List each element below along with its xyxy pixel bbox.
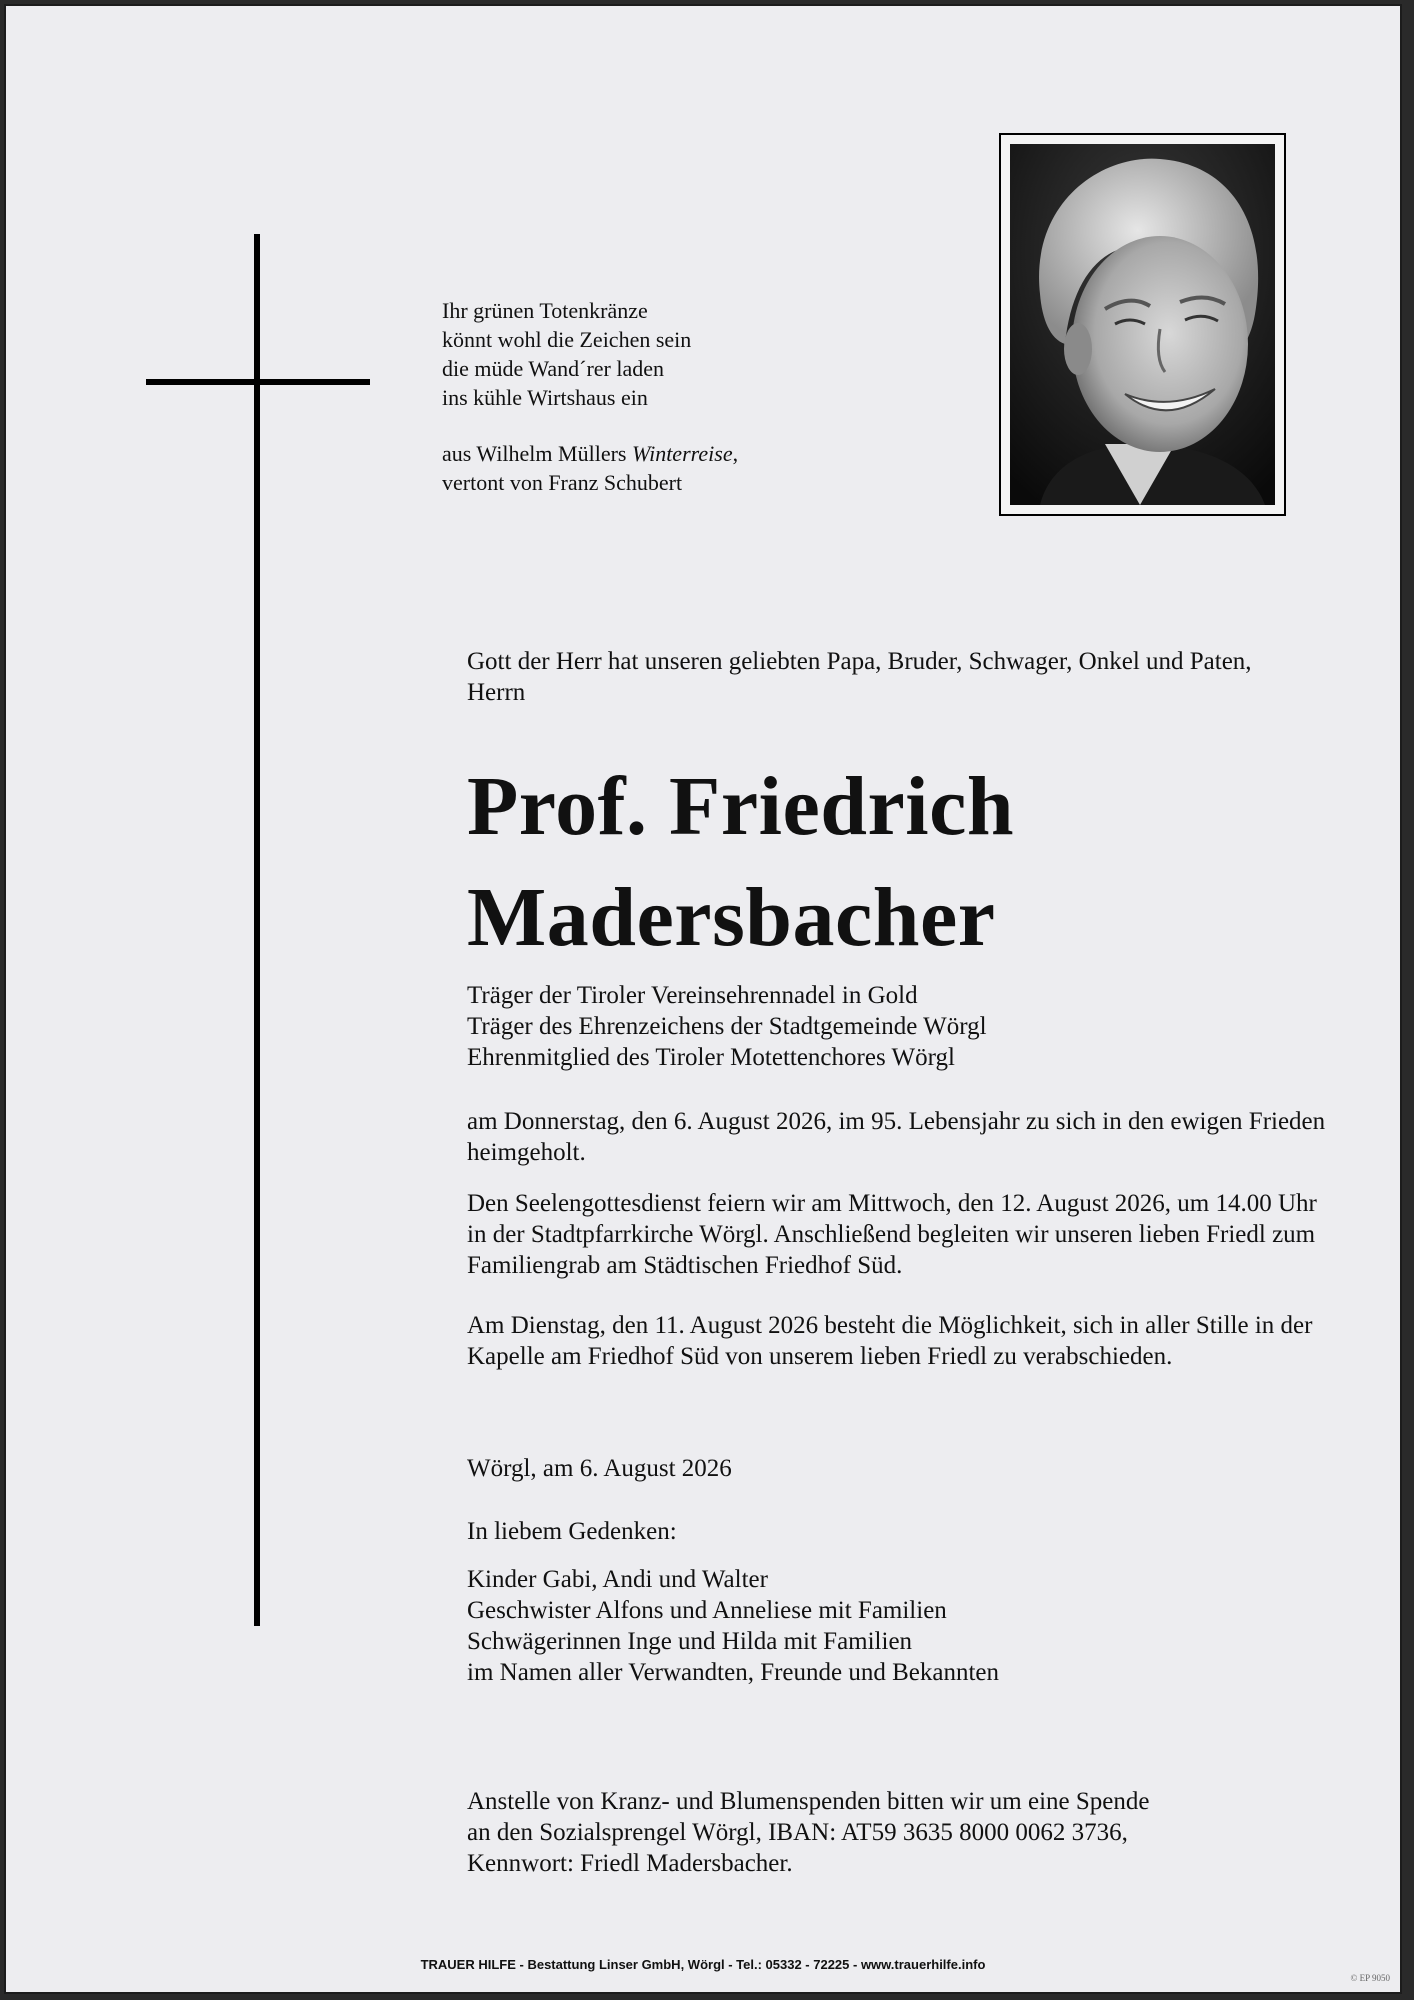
mourners-list <box>467 1564 999 1688</box>
mourner-line: im Namen aller Verwandten, Freunde und Bekannten <box>467 1659 1000 1686</box>
portrait-photo <box>1010 144 1275 505</box>
deceased-name-line2: Madersbacher <box>467 871 996 964</box>
poem-line: ins kühle Wirtshaus ein <box>442 385 648 410</box>
print-code: © EP 9050 <box>1350 1973 1390 1983</box>
deceased-name-line1: Prof. Friedrich <box>467 760 1015 853</box>
poem-source-title: Winterreise <box>631 441 733 466</box>
place-date: Wörgl, am 6. August 2026 <box>467 1455 732 1482</box>
poem-line: Ihr grünen Totenkränze <box>442 298 648 323</box>
donation-line: Kennwort: Friedl Madersbacher. <box>467 1850 793 1877</box>
honor-item: Träger der Tiroler Vereinsehrennadel in Gold <box>467 982 918 1009</box>
poem <box>442 296 738 497</box>
poem-source <box>442 439 738 468</box>
honor-item: Ehrenmitglied des Tiroler Motettenchores Wörgl <box>467 1044 955 1071</box>
obituary-page <box>4 4 1402 1994</box>
poem-line: die müde Wand´rer laden <box>442 356 665 381</box>
farewell-details: Am Dienstag, den 11. August 2026 besteht die Möglichkeit, sich in aller Stille in der Kapelle am Friedhof Süd von unserem lieben Friedl zu verabschieden. <box>467 1312 1313 1370</box>
poem-source-prefix: aus Wilhelm Müllers <box>442 441 632 466</box>
donation-line: Anstelle von Kranz- und Blumenspenden bitten wir um eine Spende <box>467 1788 1150 1815</box>
death-notice: am Donnerstag, den 6. August 2026, im 95. Lebensjahr zu sich in den ewigen Frieden heimgeholt. <box>467 1108 1326 1166</box>
deceased-name <box>467 751 1014 973</box>
poem-source-suffix: , <box>732 441 739 466</box>
cross-icon <box>254 234 260 1626</box>
poem-composer: vertont von Franz Schubert <box>442 470 683 495</box>
mourner-line: Geschwister Alfons und Anneliese mit Familien <box>467 1597 947 1624</box>
funeral-home-footer: TRAUER HILFE - Bestattung Linser GmbH, Wörgl - Tel.: 05332 - 72225 - www.trauerhilfe.info <box>420 1957 986 1972</box>
mourner-line: Kinder Gabi, Andi und Walter <box>467 1566 768 1593</box>
donation-line: an den Sozialsprengel Wörgl, IBAN: AT59 3635 8000 0062 3736, <box>467 1819 1128 1846</box>
intro-text: Gott der Herr hat unseren geliebten Papa, Bruder, Schwager, Onkel und Paten, Herrn <box>467 648 1252 706</box>
cross-icon-bar <box>146 379 370 385</box>
honors-list <box>467 980 987 1073</box>
memory-heading: In liebem Gedenken: <box>467 1518 677 1545</box>
portrait-frame <box>999 133 1286 516</box>
poem-line: könnt wohl die Zeichen sein <box>442 327 692 352</box>
mourner-line: Schwägerinnen Inge und Hilda mit Familien <box>467 1628 913 1655</box>
honor-item: Träger des Ehrenzeichens der Stadtgemeinde Wörgl <box>467 1013 987 1040</box>
donation-request <box>467 1786 1149 1879</box>
funeral-details: Den Seelengottesdienst feiern wir am Mittwoch, den 12. August 2026, um 14.00 Uhr in der Stadtpfarrkirche Wörgl. Anschließend begleiten wir unseren lieben Friedl zum Familiengrab am Städtischen Friedhof Süd. <box>467 1190 1317 1279</box>
